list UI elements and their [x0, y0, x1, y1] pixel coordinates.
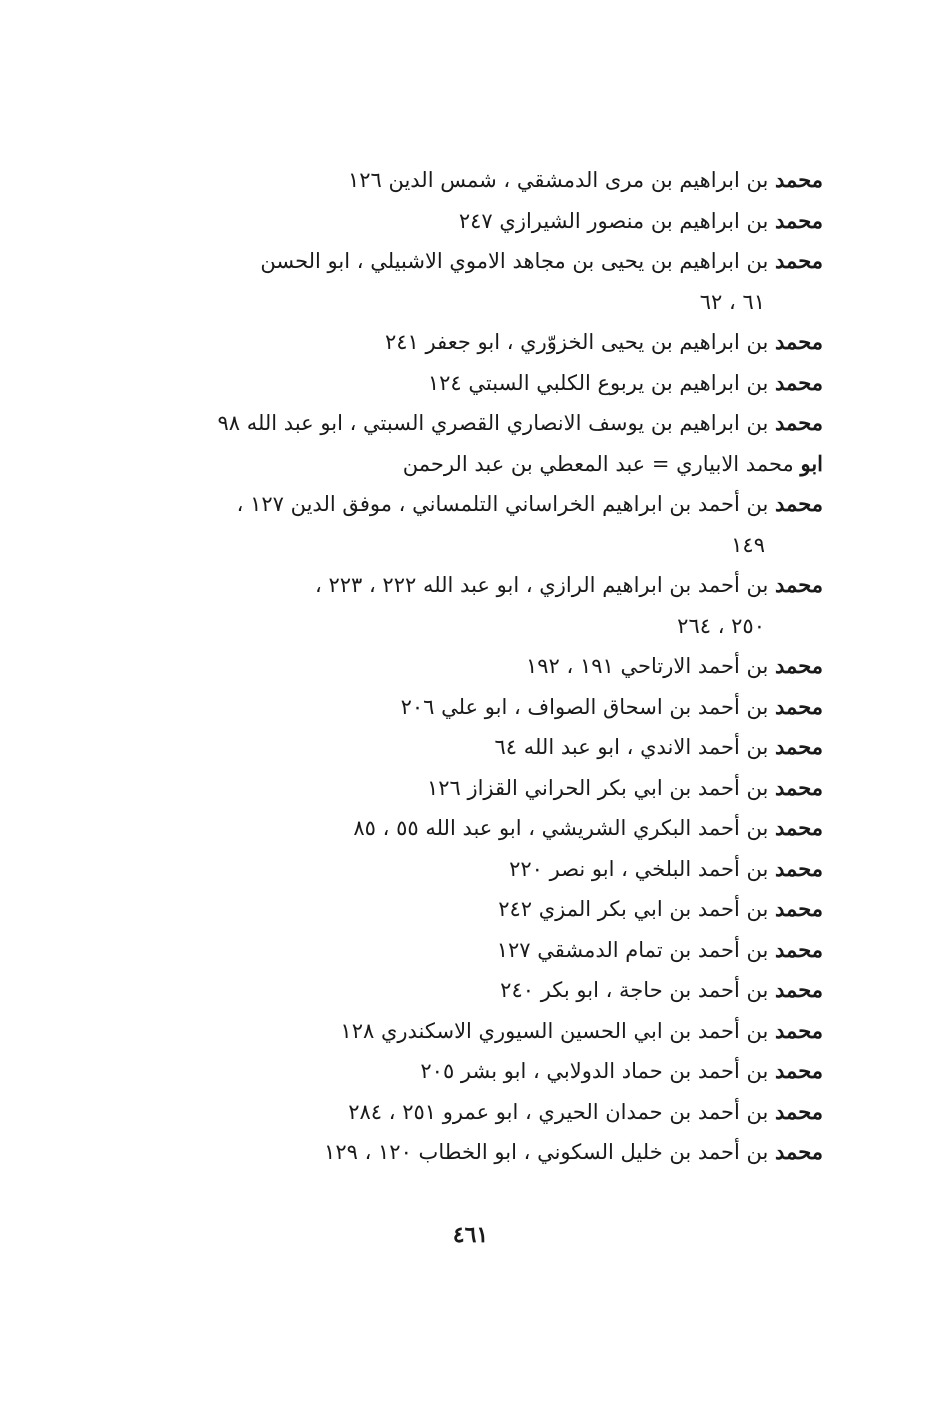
page-number: ٤٦١: [452, 1222, 489, 1248]
entry-text: بن أحمد بن ابي بكر الحراني القزاز ١٢٦: [426, 775, 769, 800]
entry-text: بن أحمد البكري الشريشي ، ابو عبد الله ٥٥ ، ٨٥: [353, 816, 769, 840]
entry-text: بن ابراهيم بن مرى الدمشقي ، شمس الدين ١٢٦: [347, 168, 769, 192]
entry-continuation: ٢٥٠ ، ٢٦٤: [677, 613, 765, 638]
entry-head-word: محمد: [775, 815, 823, 840]
entry-text: بن أحمد البلخي ، ابو نصر ٢٢٠: [509, 856, 769, 881]
entry-text: بن أحمد بن ابراهيم الرازي ، ابو عبد الله ٢٢٢ ، ٢٢٣ ،: [314, 573, 769, 597]
entry-continuation: ٦١ ، ٦٢: [699, 289, 765, 314]
index-entry-list: [173, 160, 823, 1173]
entry-head-word: محمد: [775, 855, 823, 881]
entry-text: بن ابراهيم بن يحيى الخزوّري ، ابو جعفر ٢٤١: [384, 330, 769, 354]
index-entry: [173, 201, 823, 242]
index-entry: [173, 444, 823, 485]
index-entry: [173, 970, 823, 1011]
entry-head-word: ابو: [800, 450, 823, 476]
entry-text: بن أحمد بن حاجة ، ابو بكر ٢٤٠: [500, 978, 769, 1002]
index-entry: [173, 1051, 823, 1092]
index-entry: [173, 322, 823, 363]
index-entry: [173, 849, 823, 890]
index-entry: [173, 160, 823, 201]
index-entry: [173, 1132, 823, 1173]
entry-head-word: محمد: [775, 936, 823, 962]
index-entry: [173, 646, 823, 687]
entry-head-word: محمد: [775, 693, 823, 719]
index-entry: [173, 930, 823, 971]
entry-head-word: محمد: [775, 410, 823, 435]
index-entry: [173, 808, 823, 849]
entry-text: بن أحمد بن ابي بكر المزي ٢٤٢: [498, 897, 769, 921]
entry-head-word: محمد: [775, 774, 823, 800]
index-entry: [173, 768, 823, 809]
index-entry: [173, 484, 823, 565]
entry-head-word: محمد: [775, 329, 823, 354]
entry-head-word: محمد: [775, 572, 823, 597]
entry-head-word: محمد: [775, 1098, 823, 1124]
entry-text: بن أحمد الارتاحي ١٩١ ، ١٩٢: [525, 654, 769, 678]
index-entry: [173, 1092, 823, 1133]
entry-text: بن أحمد بن حمدان الحيري ، ابو عمرو ٢٥١ ، ٢٨٤: [348, 1099, 769, 1124]
entry-text: بن ابراهيم بن يوسف الانصاري القصري السبتي ، ابو عبد الله ٩٨: [217, 411, 769, 435]
entry-continuation: ١٤٩: [731, 532, 765, 557]
entry-head-word: محمد: [775, 491, 823, 516]
entry-text: بن ابراهيم بن يربوع الكلبي السبتي ١٢٤: [427, 370, 769, 395]
entry-head-word: محمد: [775, 248, 823, 273]
entry-text: بن أحمد بن حماد الدولابي ، ابو بشر ٢٠٥: [420, 1059, 769, 1083]
entry-text: بن أحمد بن خليل السكوني ، ابو الخطاب ١٢٠ ، ١٢٩: [324, 1140, 769, 1164]
index-entry: [173, 565, 823, 646]
entry-text: بن ابراهيم بن يحيى بن مجاهد الاموي الاشبيلي ، ابو الحسن: [260, 249, 769, 273]
entry-head-word: محمد: [775, 1017, 823, 1043]
entry-text: بن ابراهيم بن منصور الشيرازي ٢٤٧: [458, 208, 769, 233]
index-entry: [173, 403, 823, 444]
entry-head-word: محمد: [775, 653, 823, 678]
index-entry: [173, 687, 823, 728]
entry-head-word: محمد: [775, 977, 823, 1002]
entry-text: محمد الابياري = عبد المعطي بن عبد الرحمن: [402, 451, 794, 476]
entry-head-word: محمد: [775, 167, 823, 192]
index-entry: [173, 727, 823, 768]
entry-head-word: محمد: [775, 207, 823, 233]
entry-text: بن أحمد بن اسحاق الصواف ، ابو علي ٢٠٦: [400, 694, 769, 719]
index-entry: [173, 241, 823, 322]
entry-text: بن أحمد بن ابي الحسين السيوري الاسكندري ١٢٨: [340, 1018, 769, 1043]
entry-text: بن أحمد بن تمام الدمشقي ١٢٧: [496, 937, 769, 962]
entry-head-word: محمد: [775, 1139, 823, 1164]
entry-head-word: محمد: [775, 369, 823, 395]
entry-head-word: محمد: [775, 896, 823, 921]
index-entry: [173, 1011, 823, 1052]
entry-text: بن أحمد الاندي ، ابو عبد الله ٦٤: [494, 735, 769, 759]
entry-head-word: محمد: [775, 734, 823, 759]
index-entry: [173, 363, 823, 404]
entry-text: بن أحمد بن ابراهيم الخراساني التلمساني ، موفق الدين ١٢٧ ،: [236, 492, 769, 516]
index-entry: [173, 889, 823, 930]
entry-head-word: محمد: [775, 1058, 823, 1083]
